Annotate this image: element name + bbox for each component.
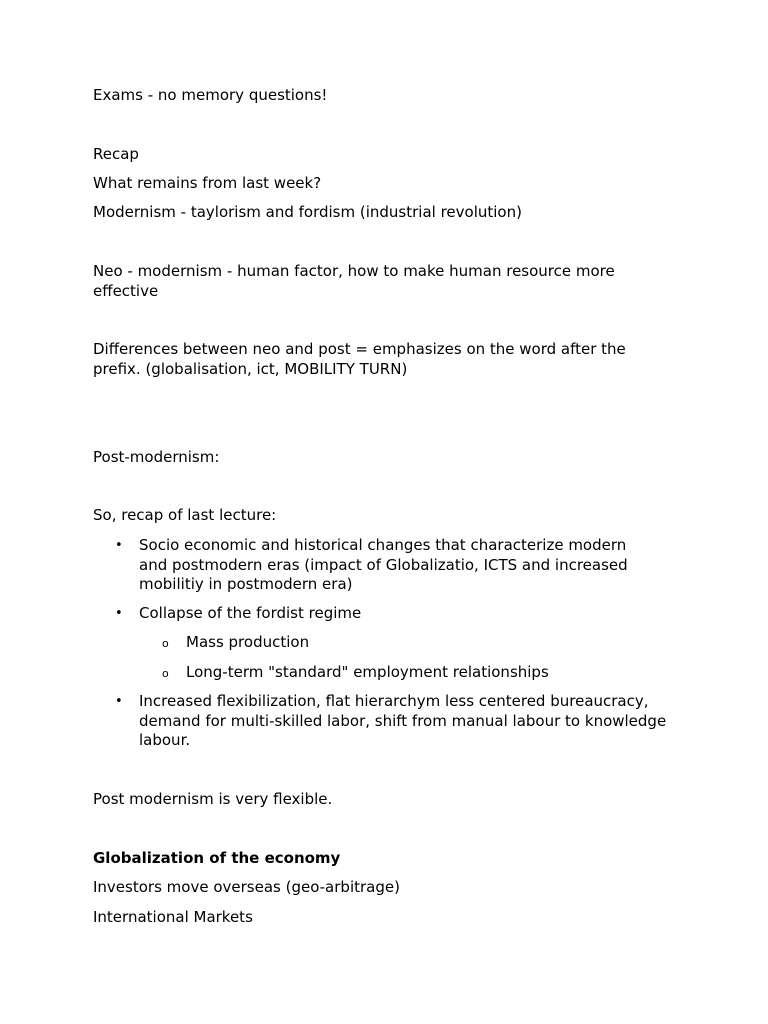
markets-line: International Markets [93, 908, 253, 926]
subbullet-marker: o [162, 637, 169, 650]
bullet-marker: • [115, 538, 123, 553]
differences-line: Differences between neo and post = emphasizes on the word after the prefix. (globalisation, ict, MOBILITY TURN) [93, 340, 626, 378]
remains-question: What remains from last week? [93, 174, 322, 192]
modernism-line: Modernism - taylorism and fordism (industrial revolution) [93, 203, 522, 221]
bullet-item-socio-economic: Socio economic and historical changes that characterize modern and postmodern eras (impact of Globalizatio, ICTS and increased mobilitiy in postmodern era) [139, 536, 628, 593]
investors-line: Investors move overseas (geo-arbitrage) [93, 878, 400, 896]
post-modernism-label: Post-modernism: [93, 448, 220, 466]
bullet-marker: • [115, 694, 123, 709]
bullet-marker: • [115, 606, 123, 621]
exams-note: Exams - no memory questions! [93, 86, 328, 104]
neo-modernism-line: Neo - modernism - human factor, how to make human resource more effective [93, 262, 615, 300]
globalization-heading: Globalization of the economy [93, 849, 341, 867]
subbullet-marker: o [162, 667, 169, 680]
recap-label: Recap [93, 145, 139, 163]
bullet-item-fordist-collapse: Collapse of the fordist regime [139, 604, 362, 622]
subbullet-item-mass-production: Mass production [186, 633, 310, 651]
recap-last-lecture: So, recap of last lecture: [93, 506, 277, 524]
flexible-line: Post modernism is very flexible. [93, 790, 333, 808]
bullet-item-flexibilization: Increased flexibilization, flat hierarchym less centered bureaucracy, demand for multi-skilled labor, shift from manual labour to knowledge labour. [139, 692, 667, 749]
subbullet-item-employment: Long-term "standard" employment relationships [186, 663, 549, 681]
